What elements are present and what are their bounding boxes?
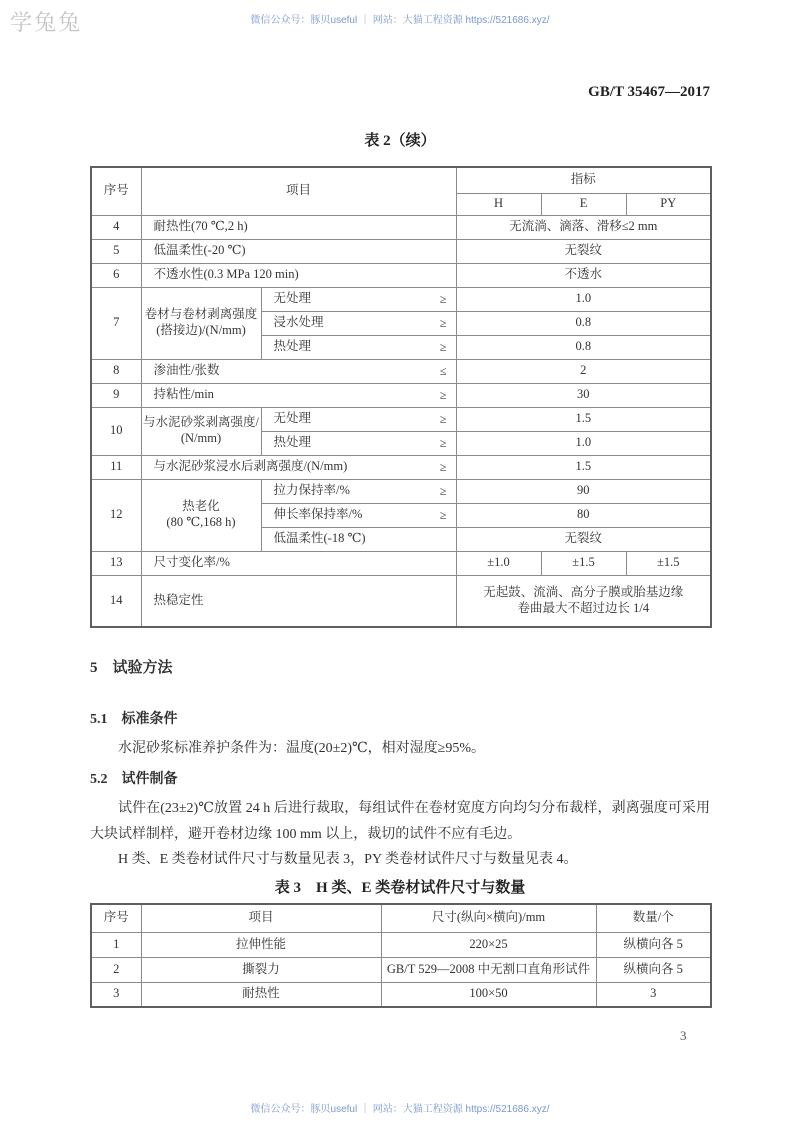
table-row xyxy=(91,359,711,383)
sub-label: 无处理 xyxy=(273,411,312,426)
paragraph-5-2b: H 类、E 类卷材试件尺寸与数量见表 3，PY 类卷材试件尺寸与数量见表 4。 xyxy=(118,852,578,867)
sub-label: 拉力保持率/% xyxy=(273,483,350,498)
cell-item xyxy=(141,407,261,455)
cell-value: 90 xyxy=(456,479,711,503)
cell-item: 耐热性(70 ℃,2 h) xyxy=(141,215,456,239)
cell-size: 220×25 xyxy=(381,932,596,957)
cell-seq: 5 xyxy=(91,239,141,263)
cell-value: 1.5 xyxy=(456,407,711,431)
table-row xyxy=(91,479,711,503)
sub-label: 无处理 xyxy=(273,291,312,306)
compare-symbol: ≥ xyxy=(439,339,447,354)
cell-subitem xyxy=(261,431,456,455)
cell-value: 30 xyxy=(456,383,711,407)
sub-label: 低温柔性(-18 ℃) xyxy=(273,531,366,546)
cell-item: 尺寸变化率/% xyxy=(141,551,456,575)
table-row xyxy=(91,407,711,431)
doc-number: GB/T 35467—2017 xyxy=(588,84,710,100)
col-header-h: H xyxy=(456,193,541,215)
compare-symbol: ≤ xyxy=(439,363,447,378)
col-header-no: 序号 xyxy=(91,167,141,215)
cell-item xyxy=(141,359,456,383)
item-label: 渗油性/张数 xyxy=(153,363,220,378)
table-row xyxy=(91,455,711,479)
value-line: 卷曲最大不超过边长 1/4 xyxy=(517,600,650,615)
cell-subitem xyxy=(261,407,456,431)
cell-subitem xyxy=(261,335,456,359)
value-line: 无起鼓、流淌、高分子膜或胎基边缘 xyxy=(483,585,684,600)
cell-value: 1.0 xyxy=(456,431,711,455)
cell-value: 1.5 xyxy=(456,455,711,479)
cell-seq: 4 xyxy=(91,215,141,239)
cell-value: 无流淌、滴落、滑移≤2 mm xyxy=(456,215,711,239)
cell-item xyxy=(141,383,456,407)
col-header: 项目 xyxy=(141,904,381,932)
cell-seq: 2 xyxy=(91,957,141,982)
table-row xyxy=(91,575,711,627)
cell-seq: 12 xyxy=(91,479,141,551)
cell-seq: 13 xyxy=(91,551,141,575)
watermark-banner-top: 微信公众号：豚贝useful ｜ 网站：大猫工程资源 https://521686.xyz/ xyxy=(250,15,550,26)
watermark-banner-bottom: 微信公众号：豚贝useful ｜ 网站：大猫工程资源 https://521686.xyz/ xyxy=(250,1104,550,1115)
cell-seq: 14 xyxy=(91,575,141,627)
cell-value-h: ±1.0 xyxy=(456,551,541,575)
cell-value: 1.0 xyxy=(456,287,711,311)
cell-subitem xyxy=(261,479,456,503)
table-row xyxy=(91,982,711,1007)
compare-symbol: ≥ xyxy=(439,411,447,426)
section-heading-5-1: 5.1 标准条件 xyxy=(90,712,178,727)
table-row xyxy=(91,932,711,957)
page-number: 3 xyxy=(680,1028,687,1043)
paragraph-5-2a: 试件在(23±2)℃放置 24 h 后进行裁取，每组试件在卷材宽度方向均匀分布裁样，剥离强度可采用大块试样制样，避开卷材边缘 100 mm 以上，裁切的试件不应有毛边。 xyxy=(90,801,710,842)
cell-subitem xyxy=(261,503,456,527)
item-label: 与水泥砂浆浸水后剥离强度/(N/mm) xyxy=(153,459,348,474)
item-line: (80 ℃,168 h) xyxy=(166,515,236,529)
sub-label: 热处理 xyxy=(273,435,312,450)
cell-value: 0.8 xyxy=(456,311,711,335)
cell-qty: 纵横向各 5 xyxy=(596,957,711,982)
cell-value: 0.8 xyxy=(456,335,711,359)
cell-value-py: ±1.5 xyxy=(626,551,711,575)
cell-subitem xyxy=(261,311,456,335)
cell-size: 100×50 xyxy=(381,982,596,1007)
cell-value xyxy=(456,575,711,627)
table-row xyxy=(91,287,711,311)
cell-seq: 7 xyxy=(91,287,141,359)
table-row xyxy=(91,383,711,407)
table2 xyxy=(90,166,712,628)
sub-label: 浸水处理 xyxy=(273,315,324,330)
cell-value: 2 xyxy=(456,359,711,383)
cell-item: 撕裂力 xyxy=(141,957,381,982)
section-heading-5-2: 5.2 试件制备 xyxy=(90,772,178,787)
table-row xyxy=(91,957,711,982)
col-header: 尺寸(纵向×横向)/mm xyxy=(381,904,596,932)
cell-subitem xyxy=(261,287,456,311)
cell-value: 无裂纹 xyxy=(456,239,711,263)
cell-seq: 6 xyxy=(91,263,141,287)
cell-item: 低温柔性(-20 ℃) xyxy=(141,239,456,263)
table3-title: 表 3 H 类、E 类卷材试件尺寸与数量 xyxy=(274,880,526,896)
cell-item: 不透水性(0.3 MPa 120 min) xyxy=(141,263,456,287)
sub-label: 热处理 xyxy=(273,339,312,354)
cell-seq: 3 xyxy=(91,982,141,1007)
cell-subitem xyxy=(261,527,456,551)
item-line: 卷材与卷材剥离强度 xyxy=(144,307,258,322)
cell-qty: 纵横向各 5 xyxy=(596,932,711,957)
cell-seq: 8 xyxy=(91,359,141,383)
table3 xyxy=(90,903,712,1008)
item-line: (搭接边)/(N/mm) xyxy=(156,323,246,337)
col-header-e: E xyxy=(541,193,626,215)
compare-symbol: ≥ xyxy=(439,459,447,474)
section-heading-5: 5 试验方法 xyxy=(90,660,173,676)
col-header-py: PY xyxy=(626,193,711,215)
table-row xyxy=(91,215,711,239)
cell-item xyxy=(141,455,456,479)
table-row xyxy=(91,263,711,287)
compare-symbol: ≥ xyxy=(439,435,447,450)
table-row xyxy=(91,551,711,575)
sub-label: 伸长率保持率/% xyxy=(273,507,363,522)
table-row xyxy=(91,239,711,263)
col-header-index: 指标 xyxy=(456,167,711,193)
item-line: 与水泥砂浆剥离强度/ xyxy=(143,415,259,430)
cell-seq: 9 xyxy=(91,383,141,407)
cell-seq: 10 xyxy=(91,407,141,455)
col-header: 数量/个 xyxy=(596,904,711,932)
compare-symbol: ≥ xyxy=(439,387,447,402)
site-logo-watermark: 学兔兔 xyxy=(10,10,83,35)
cell-item xyxy=(141,287,261,359)
compare-symbol: ≥ xyxy=(439,507,447,522)
cell-qty: 3 xyxy=(596,982,711,1007)
cell-value: 无裂纹 xyxy=(456,527,711,551)
cell-size: GB/T 529—2008 中无割口直角形试件 xyxy=(381,957,596,982)
cell-seq: 11 xyxy=(91,455,141,479)
col-header: 序号 xyxy=(91,904,141,932)
cell-item: 热稳定性 xyxy=(141,575,456,627)
paragraph-5-1: 水泥砂浆标准养护条件为：温度(20±2)℃，相对湿度≥95%。 xyxy=(118,741,486,756)
table2-title: 表 2（续） xyxy=(364,133,436,149)
item-label: 持粘性/min xyxy=(153,387,214,402)
col-header-item: 项目 xyxy=(141,167,456,215)
compare-symbol: ≥ xyxy=(439,483,447,498)
cell-value-e: ±1.5 xyxy=(541,551,626,575)
cell-item: 拉伸性能 xyxy=(141,932,381,957)
cell-value: 不透水 xyxy=(456,263,711,287)
item-line: 热老化 xyxy=(182,499,220,514)
compare-symbol: ≥ xyxy=(439,315,447,330)
table-row xyxy=(91,167,711,193)
item-line: (N/mm) xyxy=(180,431,222,445)
table-row xyxy=(91,904,711,932)
cell-seq: 1 xyxy=(91,932,141,957)
cell-item: 耐热性 xyxy=(141,982,381,1007)
compare-symbol: ≥ xyxy=(439,291,447,306)
cell-value: 80 xyxy=(456,503,711,527)
cell-item xyxy=(141,479,261,551)
